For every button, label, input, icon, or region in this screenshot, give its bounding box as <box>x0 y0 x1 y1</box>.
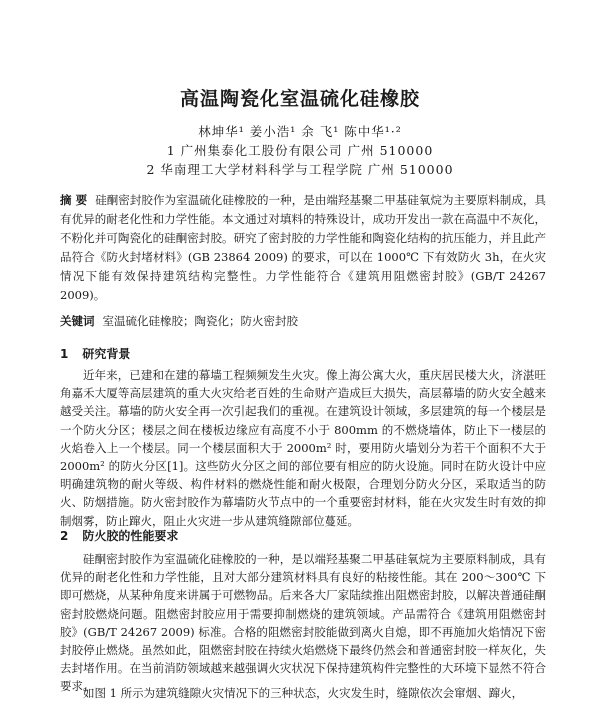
section-number: 1 <box>60 347 69 361</box>
abstract <box>60 191 546 305</box>
abstract-text: 硅酮密封胶作为室温硫化硅橡胶的一种，是由端羟基聚二甲基硅氧烷为主要原料制成，具有优异的耐老化性和力学性能。本文通过对填料的特殊设计，成功开发出一款在高温中不灰化，不粉化并可陶瓷化的硅酮密封胶。研究了密封胶的力学性能和陶瓷化结构的抗压能力，并且此产品符合《防火封堵材料》(GB 23864 2009) 的要求，可以在 1000℃ 下有效防火 3h，在火灾情况下能有效保持建筑结构完整性。力学性能符合《建筑用阻燃密封胶》(GB/T 24267 2009)。 <box>60 193 546 302</box>
affiliation-1: 1 广州集泰化工股份有限公司 广州 510000 <box>166 143 434 158</box>
paper-title: 高温陶瓷化室温硫化硅橡胶 <box>179 88 420 110</box>
section-heading-1 <box>60 345 130 362</box>
section-title: 研究背景 <box>82 347 131 361</box>
section-number: 2 <box>60 529 69 543</box>
affiliation-2: 2 华南理工大学材料科学与工程学院 广州 510000 <box>146 162 454 177</box>
abstract-label: 摘 要 <box>60 193 88 207</box>
section-2-paragraph-1: 硅酮密封胶作为室温硫化硅橡胶的一种，是以端羟基聚二甲基硅氧烷为主要原料制成，具有优异的耐老化性和力学性能，且对大部分建筑材料具有良好的粘接性能。其在 200～300℃ 下即可燃烧，从某种角度来讲属于可燃物品。后来各大厂家陆续推出阻燃密封胶，以解决普通硅酮密封胶燃烧问题。阻燃密封胶应用于需要抑制燃烧的建筑领域。产品需符合《建筑用阻燃密封胶》(GB/T 24267 2009) 标准。合格的阻燃密封胶能做到离火自熄，即不再施加火焰情况下密封胶停止燃烧。虽然如此，阻燃密封胶在持续火焰燃烧下最终仍然会和普通密封胶一样灰化，失去封堵作用。在当前消防领域越来越强调火灾状况下保持建筑构件完整性的大环境下显然不符合要求。 <box>60 552 546 694</box>
section-2-paragraph-2: 如图 1 所示为建筑缝隙火灾情况下的三种状态，火灾发生时，缝隙依次会窜烟、蹿火， <box>83 686 524 700</box>
section-heading-2 <box>60 527 178 544</box>
keywords-label: 关键词 <box>60 314 95 328</box>
keywords <box>60 312 546 330</box>
section-title: 防火胶的性能要求 <box>82 529 179 543</box>
keywords-text: 室温硫化硅橡胶；陶瓷化；防火密封胶 <box>102 314 298 328</box>
author-list: 林坤华¹ 姜小浩¹ 余 飞¹ 陈中华¹·² <box>198 124 402 139</box>
section-1-paragraph-1: 近年来，已建和在建的幕墙工程频频发生火灾。像上海公寓大火，重庆居民楼大火，济湛旺角嘉禾大厦等高层建筑的重大火灾给老百姓的生命财产造成巨大损失，高层幕墙的防火安全越来越受关注。幕墙的防火安全再一次引起我们的重视。在建筑设计领域，多层建筑的每一个楼层是一个防火分区；楼层之间在楼板边缘应有高度不小于 800mm 的不燃烧墙体，防止下一楼层的火焰卷入上一个楼层。同一个楼层面积大于 2000m² 时，要用防火墙划分为若干个面积不大于 2000m² 的防火分区[1]。这些防火分区之间的部位要有相应的防火设施。同时在防火设计中应明确建筑物的耐火等级、构件材料的燃烧性能和耐火极限，合理划分防火分区，采取适当的防火、防烟措施。防火密封胶作为幕墙防火节点中的一个重要密封材料，能在火灾发生时有效的抑制烟雾，防止蹿火，阻止火灾进一步从建筑缝隙部位蔓延。 <box>60 368 546 528</box>
